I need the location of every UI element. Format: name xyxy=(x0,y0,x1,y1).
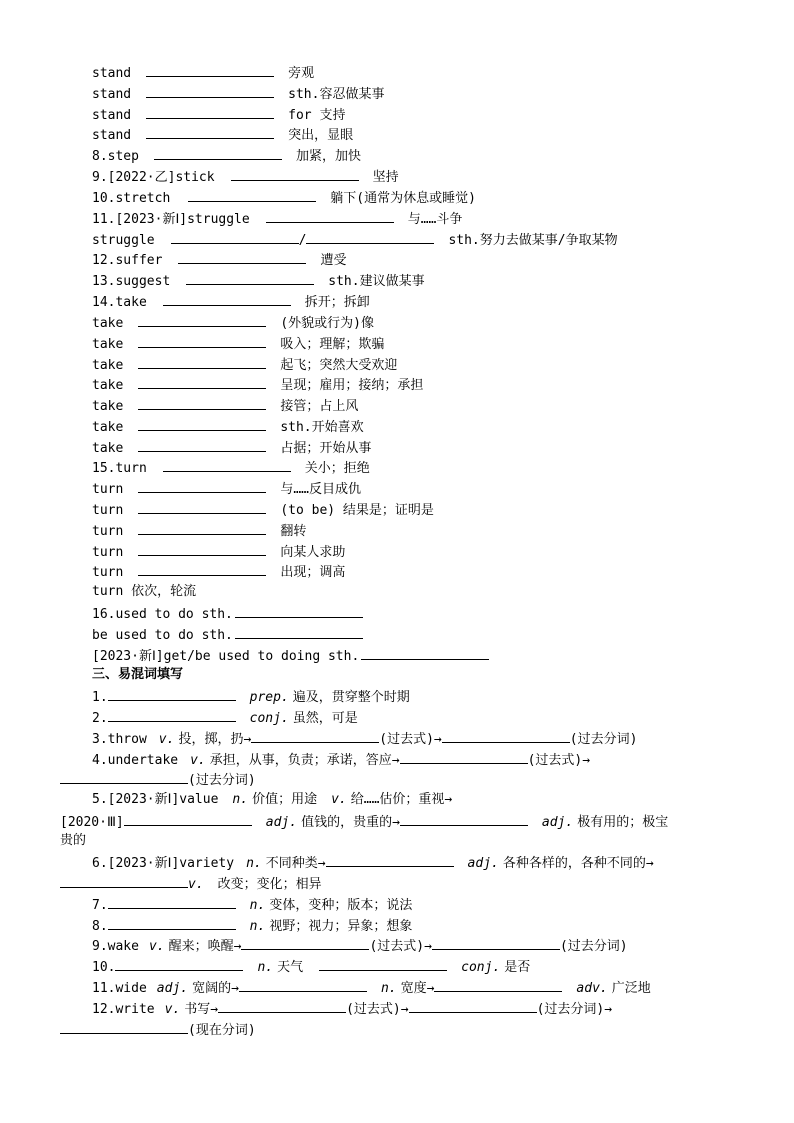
line-text: 11.[2023·新Ⅰ]struggle xyxy=(92,212,250,227)
worksheet-line xyxy=(92,728,637,748)
line-text: 出现；调高 xyxy=(280,565,346,580)
line-text: stand xyxy=(92,108,132,123)
line-text: (过去式)→ xyxy=(379,732,442,747)
answer-blank[interactable] xyxy=(108,686,236,701)
line-text: sth.建议做某事 xyxy=(328,274,425,289)
worksheet-line xyxy=(92,499,434,519)
answer-blank[interactable] xyxy=(154,145,282,160)
worksheet-line xyxy=(92,395,358,415)
worksheet-line xyxy=(92,437,371,457)
answer-blank[interactable] xyxy=(138,374,266,389)
answer-blank[interactable] xyxy=(108,915,236,930)
line-text: 遭受 xyxy=(320,253,347,268)
worksheet-line xyxy=(92,166,399,186)
worksheet-line xyxy=(92,333,384,353)
line-text: 旁观 xyxy=(288,66,315,81)
line-text: 书写→ xyxy=(184,1002,219,1017)
answer-blank[interactable] xyxy=(434,977,562,992)
worksheet-line xyxy=(60,873,322,893)
part-of-speech: n. xyxy=(232,792,249,807)
line-text: (现在分词) xyxy=(188,1023,256,1038)
worksheet-line xyxy=(92,208,462,228)
worksheet-line xyxy=(92,645,489,665)
answer-blank[interactable] xyxy=(138,333,266,348)
answer-blank[interactable] xyxy=(138,561,266,576)
line-text: be used to do sth. xyxy=(92,628,233,643)
worksheet-line xyxy=(92,935,628,955)
answer-blank[interactable] xyxy=(146,104,274,119)
line-text: take xyxy=(92,337,124,352)
answer-blank[interactable] xyxy=(138,395,266,410)
part-of-speech: adj. xyxy=(265,815,298,830)
line-text: [2023·新Ⅰ]get/be used to doing sth. xyxy=(92,649,360,664)
answer-blank[interactable] xyxy=(163,291,291,306)
line-text: 13.suggest xyxy=(92,274,171,289)
line-text: (过去式)→ xyxy=(369,939,432,954)
line-text: (过去式)→ xyxy=(527,753,591,768)
worksheet-line xyxy=(92,541,345,561)
worksheet-line xyxy=(60,1019,256,1039)
part-of-speech: conj. xyxy=(249,711,289,726)
line-text: 9.wake xyxy=(92,939,139,954)
line-text: 视野；视力；异象；想象 xyxy=(269,919,413,934)
line-text: stand xyxy=(92,87,132,102)
answer-blank[interactable] xyxy=(235,624,363,639)
worksheet-line xyxy=(92,520,306,540)
line-text: (外貌或行为)像 xyxy=(280,316,374,331)
section-heading: 三、易混词填写 xyxy=(92,667,184,682)
line-text: sth.开始喜欢 xyxy=(280,420,364,435)
line-text: 7. xyxy=(92,898,108,913)
line-text: struggle xyxy=(92,233,155,248)
line-text: 极有用的；极宝 xyxy=(577,815,669,830)
line-text: 16.used to do sth. xyxy=(92,607,233,622)
worksheet-line xyxy=(60,811,668,831)
answer-blank[interactable] xyxy=(188,187,316,202)
answer-blank[interactable] xyxy=(138,478,266,493)
part-of-speech: v. xyxy=(158,732,175,747)
answer-blank[interactable] xyxy=(326,852,454,867)
worksheet-line xyxy=(92,124,353,144)
line-text: 占据；开始从事 xyxy=(280,441,372,456)
line-text: (过去分词) xyxy=(569,732,638,747)
answer-blank[interactable] xyxy=(138,416,266,431)
answer-blank[interactable] xyxy=(108,707,236,722)
line-text: 承担，从事，负责；承诺，答应→ xyxy=(209,753,400,768)
line-text: / xyxy=(298,233,307,248)
worksheet-line xyxy=(92,187,476,207)
line-text: turn xyxy=(92,545,124,560)
line-text: 与……斗争 xyxy=(407,212,463,227)
answer-blank[interactable] xyxy=(432,935,560,950)
line-text: 9.[2022·乙]stick xyxy=(92,170,215,185)
line-text: sth.容忍做某事 xyxy=(288,87,385,102)
answer-blank[interactable] xyxy=(239,977,367,992)
worksheet-line xyxy=(92,249,346,269)
worksheet-line xyxy=(92,312,374,332)
worksheet-line xyxy=(92,686,410,706)
line-text: turn xyxy=(92,565,124,580)
answer-blank[interactable] xyxy=(218,998,346,1013)
line-text: turn xyxy=(92,524,124,539)
worksheet-line xyxy=(92,291,370,311)
worksheet-line xyxy=(92,478,361,498)
answer-blank[interactable] xyxy=(361,645,489,660)
line-text: 价值；用途 xyxy=(252,792,318,807)
answer-blank[interactable] xyxy=(400,749,528,764)
line-text: 呈现；雇用；接纳；承担 xyxy=(280,378,424,393)
worksheet-line xyxy=(92,104,345,124)
worksheet-line xyxy=(92,915,412,935)
answer-blank[interactable] xyxy=(266,208,394,223)
line-text: take xyxy=(92,420,124,435)
worksheet-line xyxy=(92,665,183,685)
answer-blank[interactable] xyxy=(306,229,434,244)
answer-blank[interactable] xyxy=(251,728,379,743)
answer-blank[interactable] xyxy=(108,894,236,909)
line-text: 3.throw xyxy=(92,732,147,747)
line-text: 不同种类→ xyxy=(265,856,326,871)
worksheet-line xyxy=(92,582,196,602)
line-text: take xyxy=(92,378,124,393)
part-of-speech: adj. xyxy=(156,981,189,996)
worksheet-line xyxy=(92,852,654,872)
answer-blank[interactable] xyxy=(60,769,188,784)
answer-blank[interactable] xyxy=(138,520,266,535)
worksheet-line xyxy=(92,894,412,914)
part-of-speech: adv. xyxy=(576,981,608,996)
worksheet-line xyxy=(92,977,651,997)
line-text: [2020·Ⅲ] xyxy=(60,815,124,830)
answer-blank[interactable] xyxy=(138,312,266,327)
answer-blank[interactable] xyxy=(231,166,359,181)
line-text: 变体，变种；版本；说法 xyxy=(269,898,413,913)
worksheet-line xyxy=(92,62,314,82)
worksheet-line xyxy=(60,831,86,851)
line-text: stand xyxy=(92,66,132,81)
line-text: 10. xyxy=(92,960,116,975)
answer-blank[interactable] xyxy=(115,956,243,971)
line-text: 2. xyxy=(92,711,108,726)
part-of-speech: prep. xyxy=(249,690,289,705)
answer-blank[interactable] xyxy=(138,437,266,452)
part-of-speech: n. xyxy=(249,898,266,913)
line-text: 10.stretch xyxy=(92,191,171,206)
worksheet-line xyxy=(92,749,590,769)
line-text: sth.努力去做某事/争取某物 xyxy=(448,233,618,248)
line-text: 吸入；理解；欺骗 xyxy=(280,337,385,352)
line-text: 改变；变化；相异 xyxy=(217,877,322,892)
answer-blank[interactable] xyxy=(400,811,528,826)
answer-blank[interactable] xyxy=(409,998,537,1013)
line-text: 加紧，加快 xyxy=(295,149,361,164)
line-text: for 支持 xyxy=(288,108,346,123)
line-text: take xyxy=(92,441,124,456)
worksheet-line xyxy=(92,416,364,436)
answer-blank[interactable] xyxy=(442,728,570,743)
line-text: 给……估价；重视→ xyxy=(350,792,453,807)
line-text: 宽度→ xyxy=(400,981,435,996)
line-text: 6.[2023·新Ⅰ]variety xyxy=(92,856,235,871)
worksheet-line xyxy=(92,145,361,165)
part-of-speech: v. xyxy=(190,753,206,768)
line-text: (过去分词) xyxy=(559,939,628,954)
part-of-speech: adj. xyxy=(541,815,574,830)
line-text: 贵的 xyxy=(60,833,87,848)
line-text: 各种各样的，各种不同的→ xyxy=(502,856,654,871)
answer-blank[interactable] xyxy=(138,499,266,514)
worksheet-line xyxy=(92,354,397,374)
line-text: (过去式)→ xyxy=(346,1002,409,1017)
line-text: 4.undertake xyxy=(92,753,179,768)
answer-blank[interactable] xyxy=(60,1019,188,1034)
line-text: (过去分词)→ xyxy=(536,1002,613,1017)
worksheet-line xyxy=(92,956,530,976)
line-text: 躺下(通常为休息或睡觉) xyxy=(330,191,476,206)
line-text: turn xyxy=(92,482,124,497)
answer-blank[interactable] xyxy=(146,83,274,98)
line-text: 接管；占上风 xyxy=(280,399,359,414)
line-text: 坚持 xyxy=(372,170,399,185)
line-text: 8. xyxy=(92,919,108,934)
line-text: (to be) 结果是；证明是 xyxy=(280,503,434,518)
answer-blank[interactable] xyxy=(60,873,188,888)
part-of-speech: n. xyxy=(257,960,274,975)
line-text: take xyxy=(92,358,124,373)
answer-blank[interactable] xyxy=(319,956,447,971)
part-of-speech: v. xyxy=(164,1002,181,1017)
line-text: 起飞；突然大受欢迎 xyxy=(280,358,398,373)
line-text: 遍及，贯穿整个时期 xyxy=(292,690,410,705)
part-of-speech: n. xyxy=(249,919,266,934)
part-of-speech: n. xyxy=(246,856,262,871)
line-text: 天气 xyxy=(277,960,304,975)
line-text: 宽阔的→ xyxy=(192,981,239,996)
line-text: 12.write xyxy=(92,1002,155,1017)
worksheet-line xyxy=(92,374,423,394)
line-text: 12.suffer xyxy=(92,253,163,268)
part-of-speech: v. xyxy=(331,792,347,807)
answer-blank[interactable] xyxy=(146,124,274,139)
line-text: 15.turn xyxy=(92,461,147,476)
part-of-speech: adj. xyxy=(467,856,499,871)
line-text: 5.[2023·新Ⅰ]value xyxy=(92,792,219,807)
line-text: 投，掷，扔→ xyxy=(178,732,252,747)
answer-blank[interactable] xyxy=(163,457,291,472)
answer-blank[interactable] xyxy=(171,229,299,244)
line-text: take xyxy=(92,316,124,331)
worksheet-line xyxy=(92,790,452,810)
part-of-speech: conj. xyxy=(461,960,501,975)
line-text: (过去分词) xyxy=(188,773,256,788)
answer-blank[interactable] xyxy=(138,541,266,556)
answer-blank[interactable] xyxy=(235,603,363,618)
line-text: 值钱的，贵重的→ xyxy=(301,815,400,830)
answer-blank[interactable] xyxy=(186,270,314,285)
line-text: 翻转 xyxy=(280,524,307,539)
line-text: 拆开；拆卸 xyxy=(304,295,370,310)
worksheet-line xyxy=(92,457,370,477)
worksheet-line xyxy=(92,603,363,623)
line-text: 醒来；唤醒→ xyxy=(168,939,242,954)
worksheet-line xyxy=(92,707,358,727)
line-text: 虽然，可是 xyxy=(292,711,358,726)
worksheet-line xyxy=(92,561,345,581)
line-text: 向某人求助 xyxy=(280,545,346,560)
line-text: 8.step xyxy=(92,149,139,164)
line-text: turn xyxy=(92,503,124,518)
part-of-speech: v. xyxy=(148,939,165,954)
part-of-speech: v. xyxy=(188,877,204,892)
worksheet-line xyxy=(92,270,425,290)
line-text: take xyxy=(92,399,124,414)
worksheet-line xyxy=(60,769,256,789)
answer-blank[interactable] xyxy=(146,62,274,77)
answer-blank[interactable] xyxy=(138,354,266,369)
line-text: turn 依次，轮流 xyxy=(92,584,197,599)
worksheet-line xyxy=(92,229,618,249)
line-text: 1. xyxy=(92,690,108,705)
part-of-speech: n. xyxy=(380,981,397,996)
line-text: 11.wide xyxy=(92,981,147,996)
answer-blank[interactable] xyxy=(241,935,369,950)
worksheet-line xyxy=(92,624,363,644)
line-text: 广泛地 xyxy=(611,981,651,996)
worksheet-line xyxy=(92,998,612,1018)
line-text: 突出，显眼 xyxy=(288,128,354,143)
line-text: 是否 xyxy=(504,960,531,975)
answer-blank[interactable] xyxy=(178,249,306,264)
answer-blank[interactable] xyxy=(124,811,252,826)
line-text: 关小；拒绝 xyxy=(304,461,370,476)
line-text: stand xyxy=(92,128,132,143)
line-text: 与……反目成仇 xyxy=(280,482,361,497)
line-text: 14.take xyxy=(92,295,147,310)
worksheet-line xyxy=(92,83,384,103)
